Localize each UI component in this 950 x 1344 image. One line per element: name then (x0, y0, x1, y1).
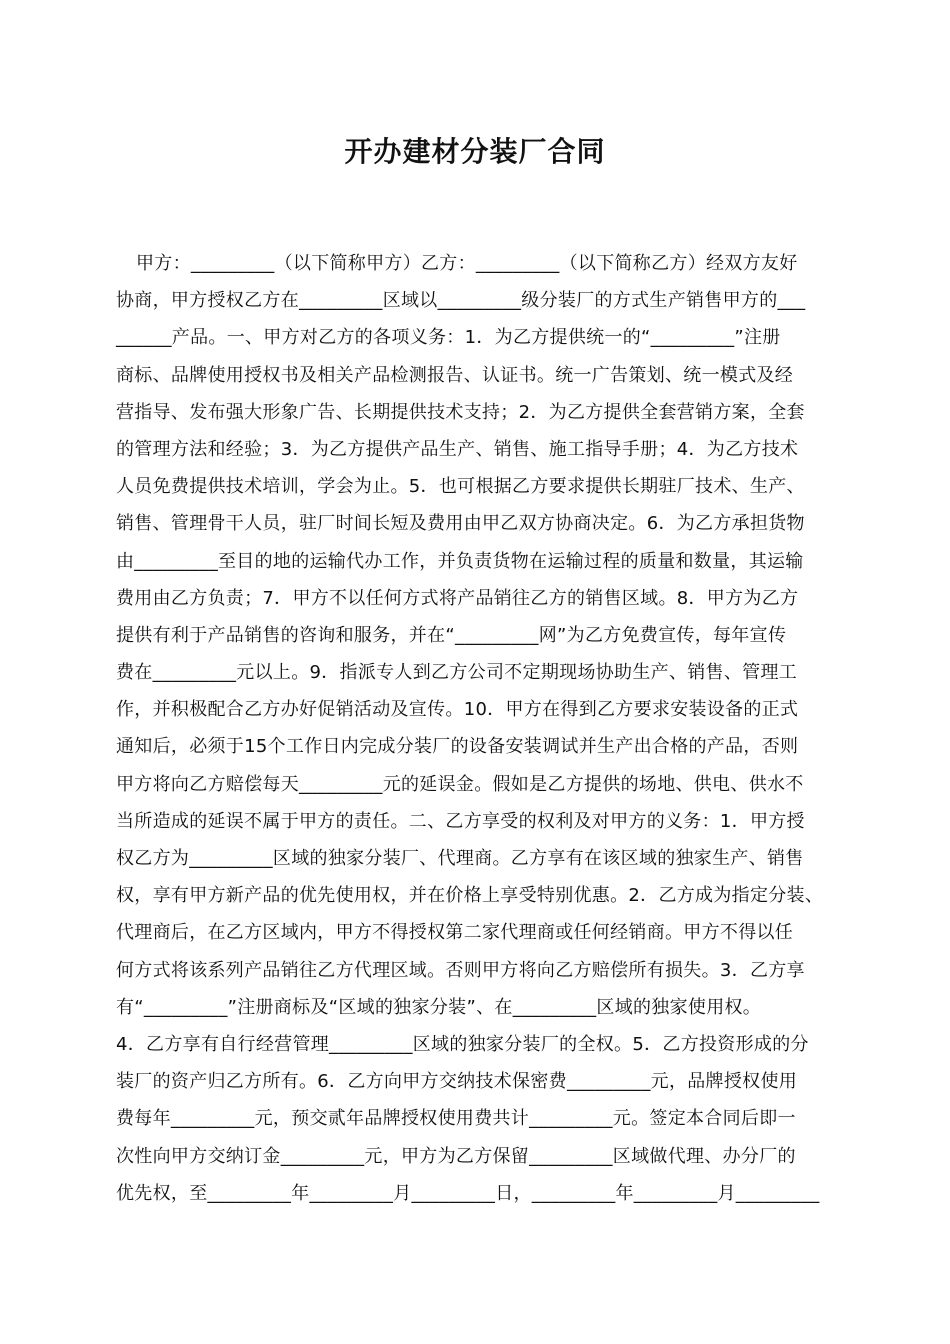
paragraph-line: 提供有利于产品销售的咨询和服务，并在“_________网”为乙方免费宣传，每年宣传 (116, 624, 787, 646)
paragraph-line: 当所造成的延误不属于甲方的责任。二、乙方享受的权利及对甲方的义务：1．甲方授 (116, 810, 805, 832)
paragraph-line: 权，享有甲方新产品的优先使用权，并在价格上享受特别优惠。2．乙方成为指定分装、 (116, 885, 824, 907)
paragraph-line: 作，并积极配合乙方办好促销活动及宣传。10．甲方在得到乙方要求安装设备的正式 (116, 699, 799, 721)
paragraph-line: 费用由乙方负责；7．甲方不以任何方式将产品销往乙方的销售区域。8．甲方为乙方 (116, 587, 799, 609)
paragraph-line: 由_________至目的地的运输代办工作，并负责货物在运输过程的质量和数量，其运输 (116, 550, 804, 572)
paragraph-line: 何方式将该系列产品销往乙方代理区域。否则甲方将向乙方赔偿所有损失。3．乙方享 (116, 959, 805, 981)
paragraph-line: 营指导、发布强大形象广告、长期提供技术支持；2．为乙方提供全套营销方案，全套 (116, 401, 805, 423)
paragraph-line: ______产品。一、甲方对乙方的各项义务：1．为乙方提供统一的“_________”注册 (116, 327, 781, 349)
document-title: 开办建材分装厂合同 (344, 135, 606, 168)
paragraph-line: 优先权，至_________年_________月_________日，_________年_________月_________ (116, 1182, 820, 1204)
paragraph-line: 装厂的资产归乙方所有。6．乙方向甲方交纳技术保密费_________元，品牌授权使用 (116, 1071, 798, 1093)
paragraph-line: 协商，甲方授权乙方在_________区域以_________级分装厂的方式生产销售甲方的___ (116, 290, 806, 312)
paragraph-line: 销售、管理骨干人员，驻厂时间长短及费用由甲乙双方协商决定。6．为乙方承担货物 (116, 513, 805, 535)
paragraph-line: 费在_________元以上。9．指派专人到乙方公司不定期现场协助生产、销售、管理工 (116, 662, 798, 684)
paragraph-line: 权乙方为_________区域的独家分装厂、代理商。乙方享有在该区域的独家生产、销售 (116, 848, 804, 869)
paragraph-line: 甲方：_________（以下简称甲方）乙方：_________（以下简称乙方）经双方友好 (136, 253, 798, 274)
paragraph-line: 有“_________”注册商标及“区域的独家分装”、在_________区域的独家使用权。 (116, 996, 762, 1018)
paragraph-line: 的管理方法和经验；3．为乙方提供产品生产、销售、施工指导手册；4．为乙方技术 (116, 438, 799, 460)
paragraph-line: 商标、品牌使用授权书及相关产品检测报告、认证书。统一广告策划、统一模式及经 (116, 364, 794, 386)
paragraph-line: 通知后，必须于15个工作日内完成分装厂的设备安装调试并生产出合格的产品，否则 (116, 736, 799, 758)
paragraph-line: 费每年_________元，预交贰年品牌授权使用费共计_________元。签定本合同后即一 (116, 1108, 796, 1130)
paragraph-line: 人员免费提供技术培训，学会为止。5．也可根据乙方要求提供长期驻厂技术、生产、 (116, 476, 805, 498)
paragraph-line: 4．乙方享有自行经营管理_________区域的独家分装厂的全权。5．乙方投资形成的分 (116, 1033, 809, 1055)
paragraph-line: 代理商后，在乙方区域内，甲方不得授权第二家代理商或任何经销商。甲方不得以任 (116, 922, 794, 944)
paragraph-line: 次性向甲方交纳订金_________元，甲方为乙方保留_________区域做代理、办分厂的 (116, 1145, 796, 1167)
paragraph-line: 甲方将向乙方赔偿每天_________元的延误金。假如是乙方提供的场地、供电、供水不 (116, 773, 804, 795)
contract-body (116, 245, 856, 1212)
